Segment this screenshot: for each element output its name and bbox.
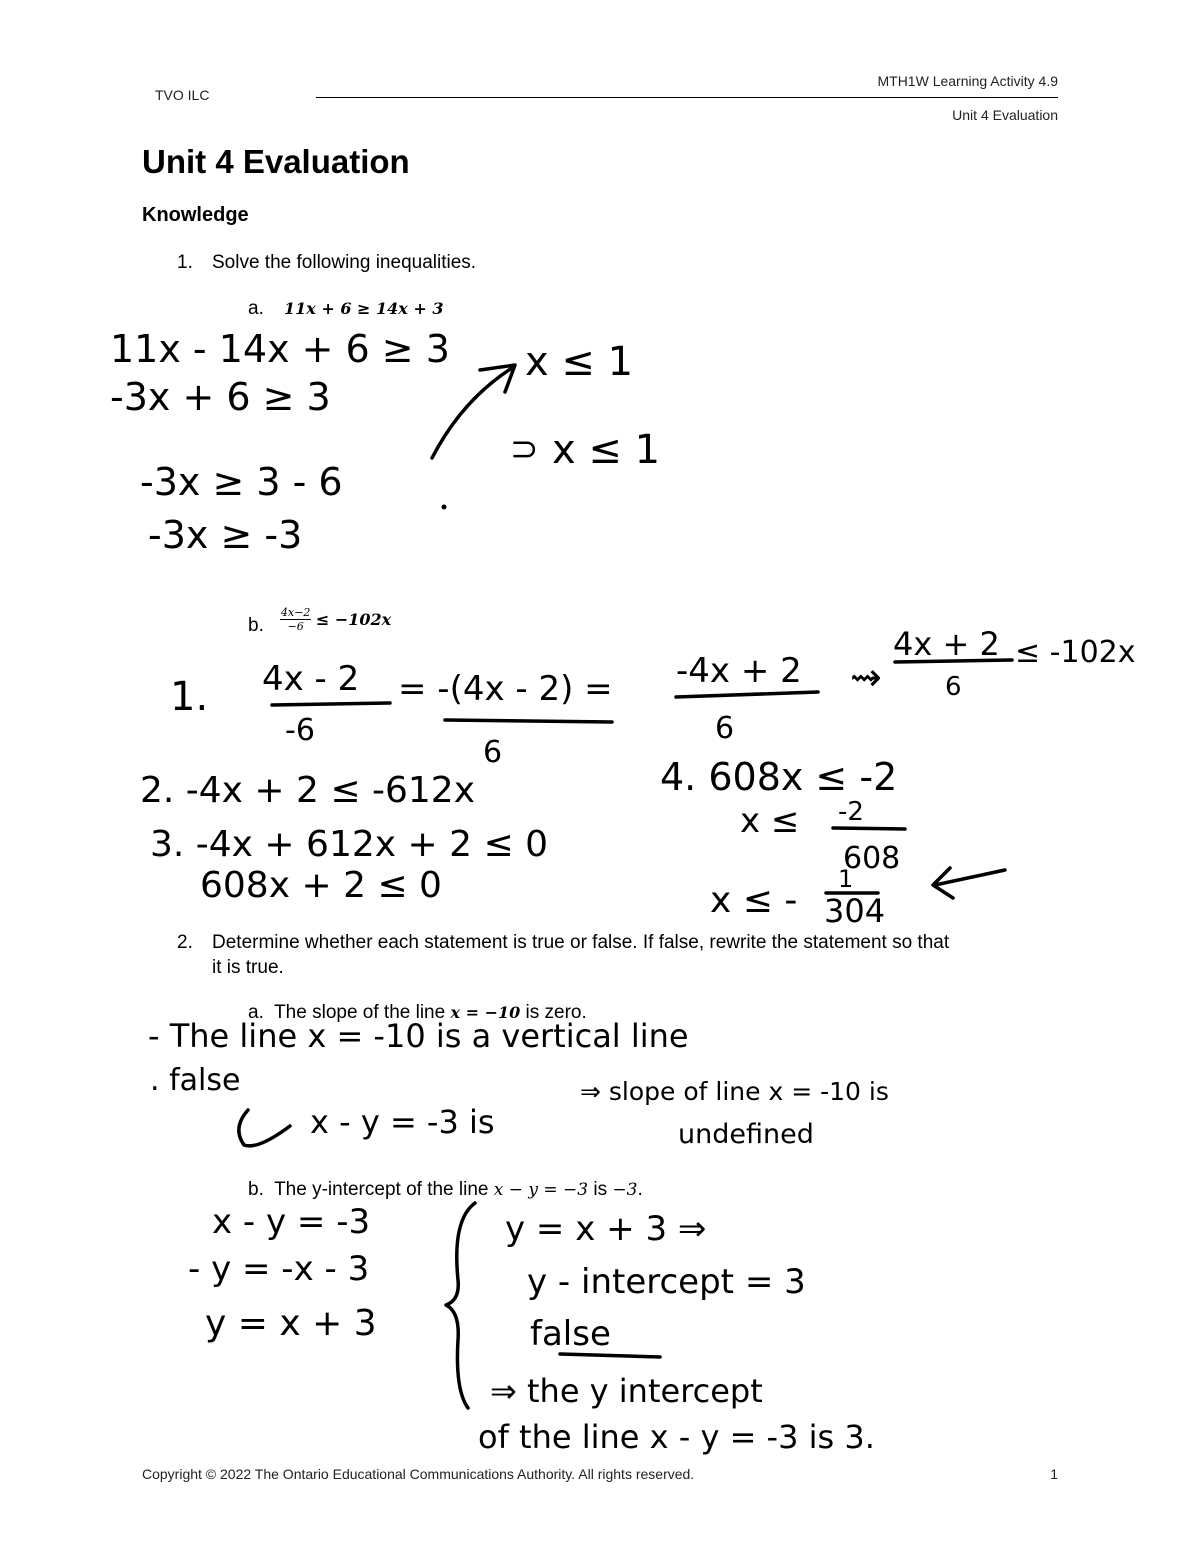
q1-prompt: Solve the following inequalities. [212, 252, 477, 273]
hw-q1b-rhs: ≤ -102x [1015, 635, 1136, 670]
hw-q1a-arrow [432, 368, 512, 458]
hw-q2a-hook-arrow [239, 1110, 290, 1146]
q1a-label: a. [248, 298, 264, 319]
hw-q1b-step3b: 608x + 2 ≤ 0 [200, 865, 442, 906]
hw-q1b-eq: = -(4x - 2) = [398, 669, 613, 709]
hw-q2b-brace [446, 1203, 475, 1408]
hw-q1a-line2: -3x + 6 ≥ 3 [110, 375, 331, 419]
header-unit: Unit 4 Evaluation [952, 107, 1058, 123]
footer-copyright: Copyright © 2022 The Ontario Educational Communications Authority. All rights reserved. [142, 1466, 695, 1482]
hw-q1b-num4: 4x + 2 [893, 625, 1000, 663]
hw-q2b-left3: y = x + 3 [205, 1303, 377, 1344]
hw-q1b-fraction-bar1 [272, 703, 390, 705]
hw-q1a-answer1: x ≤ 1 [525, 339, 634, 385]
hw-q2a-note2: undefined [678, 1119, 814, 1150]
hw-q2b-right4: ⇒ the y intercept [490, 1372, 763, 1410]
hw-q1b-step1-label: 1. [170, 674, 209, 720]
hw-q2b-right1: y = x + 3 ⇒ [505, 1209, 707, 1249]
q2a-label: a. [248, 1002, 264, 1023]
hw-q1b-fraction-bar3 [676, 692, 818, 697]
hw-q2a-note1: ⇒ slope of line x = -10 is [580, 1077, 889, 1106]
hw-q1a-implies: ⊃ [510, 429, 539, 469]
hw-q1b-arrow: ⇝ [850, 655, 882, 699]
hw-q1b-fraction-bar5 [833, 828, 905, 829]
q2b-label: b. [248, 1179, 264, 1200]
q2b-pre: The y-intercept of the line [274, 1179, 489, 1200]
hw-q1b-num1: 4x - 2 [262, 659, 360, 699]
q1b-denominator: −6 [287, 620, 304, 633]
q1b-numerator: 4x−2 [281, 606, 311, 619]
page-title: Unit 4 Evaluation [142, 143, 410, 180]
q2a-pre: The slope of the line [274, 1002, 446, 1023]
hw-q1b-fraction-bar4 [895, 660, 1012, 662]
hw-q2b-underline [560, 1354, 660, 1357]
hw-q1b-final-den: 304 [824, 892, 886, 930]
q2a-post: is zero. [525, 1002, 587, 1023]
hw-q2b-right5: of the line x - y = -3 is 3. [478, 1418, 875, 1456]
q2-prompt-line1: Determine whether each statement is true or false. If false, rewrite the statement so that [212, 932, 950, 953]
hw-q2b-right3: false [530, 1314, 611, 1354]
hw-q1a-line4: -3x ≥ -3 [148, 513, 303, 557]
q2-number: 2. [177, 932, 193, 953]
hw-q1b-num3: -4x + 2 [676, 651, 802, 691]
q2b-mid: is [593, 1179, 608, 1200]
hw-q1a-line3: -3x ≥ 3 - 6 [140, 460, 343, 504]
q1b-rhs: ≤ −102x [315, 610, 392, 629]
hw-q1b-den1: -6 [285, 713, 315, 748]
hw-q2b-left1: x - y = -3 [212, 1202, 371, 1242]
hw-q1b-den3: 6 [715, 711, 735, 746]
q2b-end: . [637, 1179, 643, 1200]
hw-q1a-line1: 11x - 14x + 6 ≥ 3 [110, 327, 450, 371]
hw-q2a-line1: - The line x = -10 is a vertical line [148, 1017, 689, 1055]
q2a-expression: x = −10 [450, 1003, 521, 1022]
q1b-label: b. [248, 615, 264, 636]
hw-q1a-answer2: x ≤ 1 [552, 427, 661, 473]
q2b-value: −3 [612, 1180, 638, 1200]
hw-q1b-den4: 6 [945, 672, 962, 702]
hw-dot [442, 505, 447, 510]
hw-q1b-step4: 4. 608x ≤ -2 [660, 755, 898, 799]
header-org: TVO ILC [155, 87, 210, 103]
hw-q1b-step4a: x ≤ [740, 801, 800, 841]
q1-number: 1. [177, 252, 193, 273]
hw-q1b-den2: 6 [483, 735, 503, 770]
hw-q1b-final-num: 1 [838, 865, 854, 893]
q2b-expression: x − y = −3 [493, 1180, 589, 1200]
hw-q2a-line2: . false [150, 1063, 241, 1098]
section-heading: Knowledge [142, 204, 249, 226]
hw-q2b-left2: - y = -x - 3 [188, 1249, 370, 1289]
hw-q1b-step4-den: 608 [843, 841, 901, 876]
q1a-expression: 11x + 6 ≥ 14x + 3 [284, 299, 444, 318]
q2-prompt-line2: it is true. [212, 957, 284, 978]
hw-q1b-final: x ≤ - [710, 880, 798, 921]
hw-q2b-right2: y - intercept = 3 [527, 1262, 806, 1302]
footer-page-number: 1 [1050, 1466, 1058, 1482]
hw-q1b-step3: 3. -4x + 612x + 2 ≤ 0 [150, 824, 548, 865]
hw-q1b-fraction-bar2 [445, 720, 612, 722]
hw-q1b-step4-num: -2 [838, 797, 864, 827]
header-course: MTH1W Learning Activity 4.9 [877, 73, 1058, 89]
hw-q2a-line3: x - y = -3 is [310, 1103, 495, 1141]
hw-q1b-step2: 2. -4x + 2 ≤ -612x [140, 770, 476, 811]
